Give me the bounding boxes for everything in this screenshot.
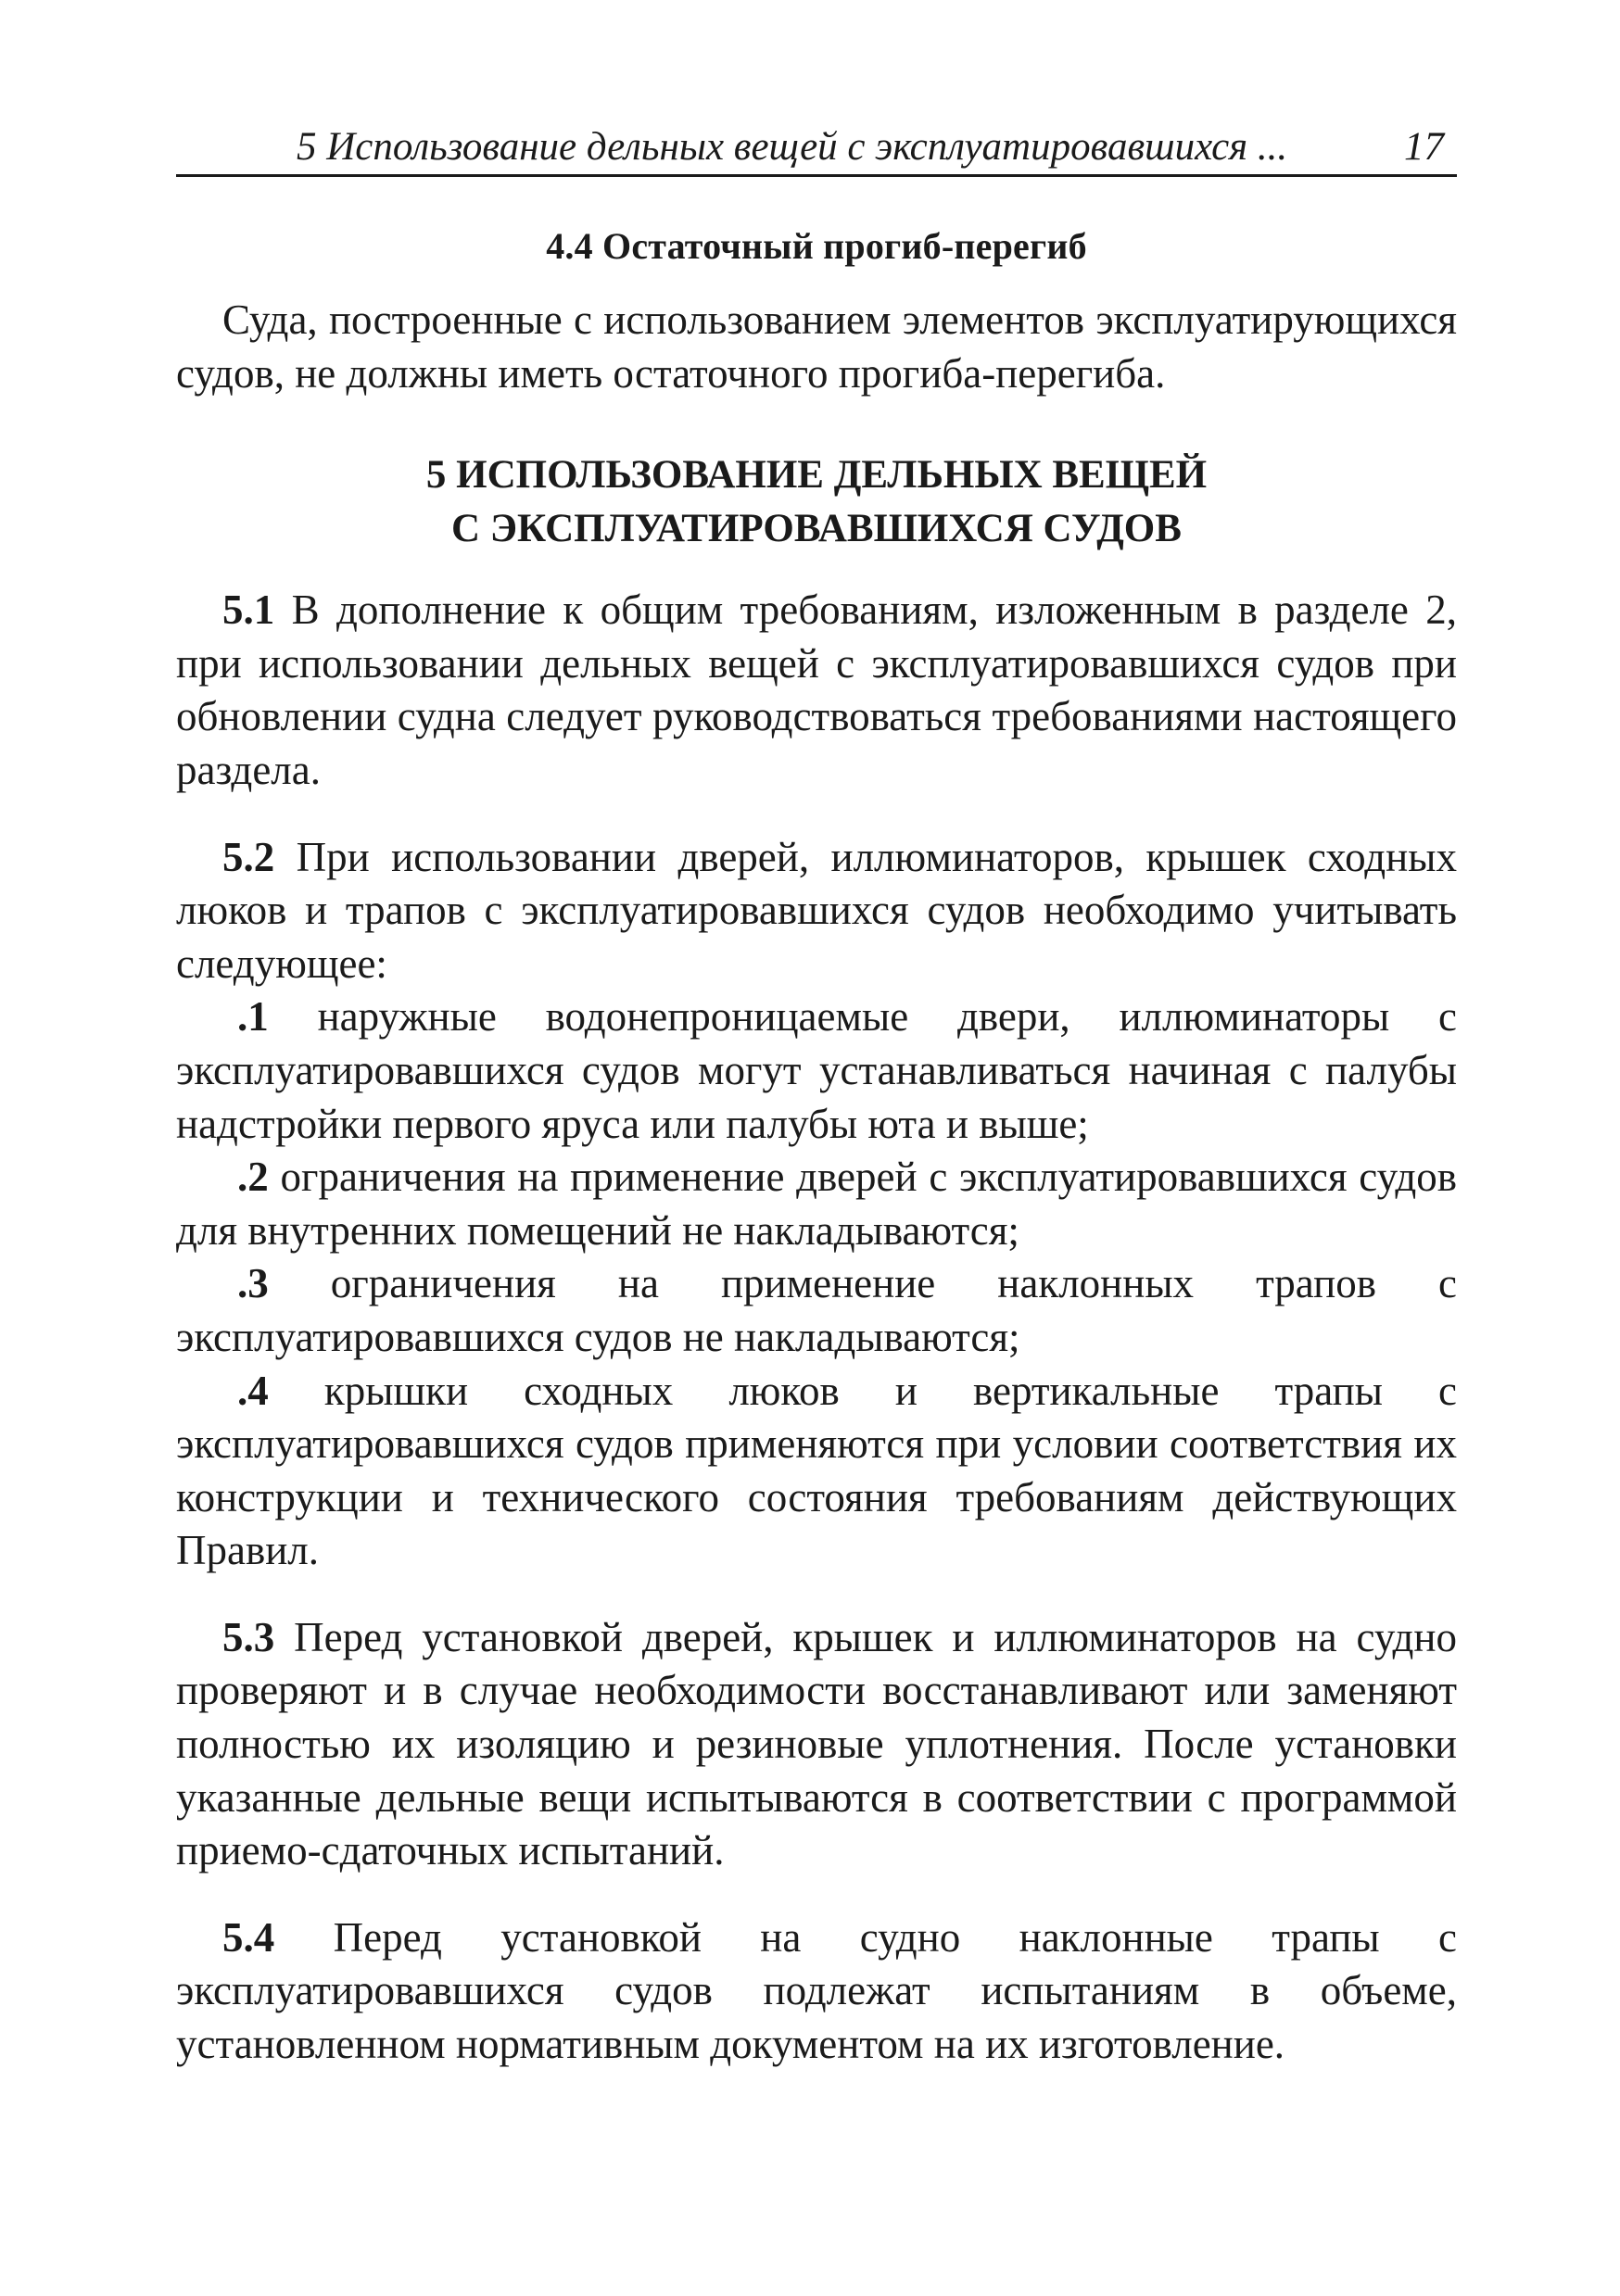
section-title-line-2: С ЭКСПЛУАТИРОВАВШИХСЯ СУДОВ [451,507,1182,551]
list-item-number: .3 [237,1260,269,1307]
running-title: 5 Использование дельных вещей с эксплуатировавшихся ... [297,125,1288,169]
section-title-line-1: 5 ИСПОЛЬЗОВАНИЕ ДЕЛЬНЫХ ВЕЩЕЙ [425,453,1208,498]
list-item-2 [176,1151,1457,1257]
list-item-number: .2 [237,1154,269,1201]
paragraph-text: Перед установкой на судно наклонные трапы с эксплуатировавшихся судов подлежат испытаниям в объеме, установленном нормативным документом на их изготовление. [176,1913,1458,2068]
paragraph-text: При использовании дверей, иллюминаторов, крышек сходных люков и трапов с эксплуатировавшихся судов необходимо учитывать следующее: [176,833,1457,987]
list-item-text: наружные водонепроницаемые двери, иллюминаторы с эксплуатировавшихся судов могут устанавливаться начиная с палубы надстройки первого яруса или палубы юта и выше; [176,993,1457,1147]
paragraph-5-1 [176,584,1457,797]
paragraph-5-2 [176,831,1457,991]
paragraph-text: В дополнение к общим требованиям, изложенным в разделе 2, при использовании дельных вещей с эксплуатировавшихся судов при обновлении судна следует руководствоваться требованиями настоящего раздела. [176,587,1458,793]
section-title-5 [176,448,1457,556]
list-item-1 [176,990,1457,1151]
document-page [176,120,1457,2105]
list-item-3 [176,1257,1457,1364]
paragraph-5-3 [176,1611,1457,1878]
list-item-text: ограничения на применение дверей с эксплуатировавшихся судов для внутренних помещений не накладываются; [176,1154,1457,1254]
paragraph-4-4: Суда, построенные с использованием элементов эксплуатирующихся судов, не должны иметь остаточного прогиба-перегиба. [176,296,1457,397]
page-number: 17 [1404,125,1444,169]
paragraph-number: 5.2 [222,833,275,880]
paragraph-number: 5.3 [222,1613,275,1660]
paragraph-text: Перед установкой дверей, крышек и иллюминаторов на судно проверяют и в случае необходимости восстанавливают или заменяют полностью их изоляцию и резиновые уплотнения. После установки указанные дельные вещи испытываются в соответствии с программой приемо-сдаточных испытаний. [176,1613,1458,1874]
paragraph-number: 5.4 [222,1913,275,1961]
running-header [176,120,1457,177]
paragraph-5-4 [176,1911,1457,2072]
list-item-number: .4 [237,1367,269,1414]
list-item-number: .1 [237,993,269,1041]
list-item-text: крышки сходных люков и вертикальные трапы с эксплуатировавшихся судов применяются при условии соответствия их конструкции и технического состояния требованиям действующих Правил. [176,1367,1458,1574]
list-item-4 [176,1365,1457,1578]
paragraph-number: 5.1 [222,587,275,634]
list-item-text: ограничения на применение наклонных трапов с эксплуатировавшихся судов не накладываются; [176,1260,1458,1360]
subsection-title-4-4: 4.4 Остаточный прогиб-перегиб [546,225,1087,267]
